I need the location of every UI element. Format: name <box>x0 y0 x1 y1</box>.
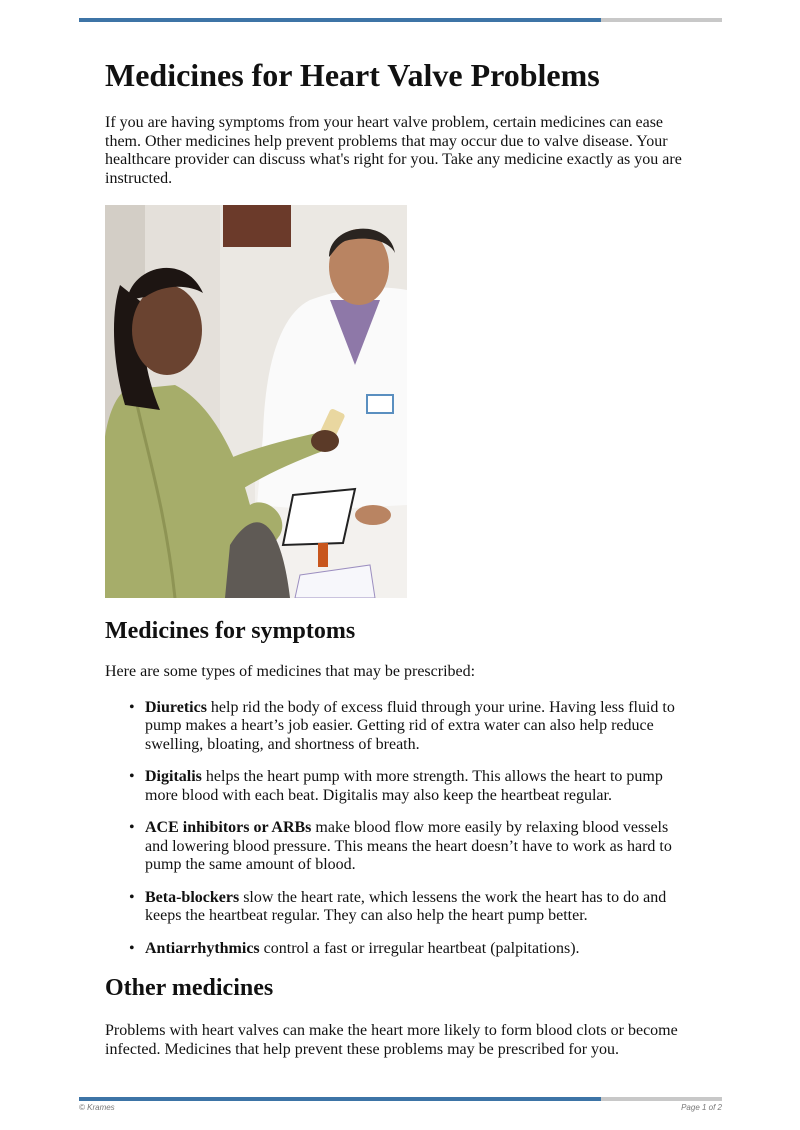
list-item <box>105 699 685 755</box>
list-item <box>105 889 685 926</box>
list-item <box>105 819 685 875</box>
other-medicines-heading: Other medicines <box>105 975 274 1001</box>
bullet-icon: • <box>129 698 135 716</box>
medicine-list <box>105 699 705 959</box>
medicine-term: Antiarrhythmics <box>145 939 260 957</box>
symptoms-heading: Medicines for symptoms <box>105 618 356 644</box>
document-body <box>105 52 705 1059</box>
header-progress-fill <box>79 18 601 22</box>
medicine-term: Diuretics <box>145 698 207 716</box>
medicine-description: helps the heart pump with more strength. This allows the heart to pump more blood with each beat. Digitalis may also keep the heartbeat regular. <box>145 768 663 804</box>
symptoms-lead: Here are some types of medicines that may be prescribed: <box>105 663 476 680</box>
list-item <box>105 768 685 805</box>
medicine-description: help rid the body of excess fluid through your urine. Having less fluid to pump makes a heart’s job easier. Getting rid of extra water can also help reduce swelling, bloating, and shortness of breath. <box>145 698 675 753</box>
medicine-description: slow the heart rate, which lessens the work the heart has to do and keeps the heartbeat regular. They can also help the heart pump better. <box>145 888 667 924</box>
footer-page-number: Page 1 of 2 <box>681 1103 722 1112</box>
medicine-term: ACE inhibitors or ARBs <box>145 819 312 836</box>
bullet-icon: • <box>129 939 135 957</box>
medicine-description: control a fast or irregular heartbeat (palpitations). <box>259 939 580 957</box>
bullet-icon: • <box>129 888 135 906</box>
footer-progress-fill <box>79 1097 601 1101</box>
header-progress-bar <box>79 18 722 22</box>
page-title: Medicines for Heart Valve Problems <box>105 57 600 93</box>
other-medicines-paragraph: Problems with heart valves can make the heart more likely to form blood clots or become infected. Medicines that help prevent these problems may be prescribed for you. <box>105 1022 678 1058</box>
medicine-description: make blood flow more easily by relaxing blood vessels and lowering blood pressure. This means the heart doesn’t have to work as hard to pump the same amount of blood. <box>145 819 672 873</box>
footer-progress-bar <box>79 1097 722 1101</box>
footer-copyright: © Krames <box>79 1103 115 1112</box>
medicine-term: Beta-blockers <box>145 888 240 906</box>
bullet-icon: • <box>129 819 135 836</box>
list-item <box>105 940 685 959</box>
intro-paragraph: If you are having symptoms from your heart valve problem, certain medicines can ease them. Other medicines help prevent problems that may occur due to valve disease. Your healthcare provider can discuss what's right for you. Take any medicine exactly as you are instructed. <box>105 114 682 187</box>
pharmacist-consultation-photo <box>105 205 407 598</box>
medicine-term: Digitalis <box>145 768 202 785</box>
bullet-icon: • <box>129 768 135 785</box>
